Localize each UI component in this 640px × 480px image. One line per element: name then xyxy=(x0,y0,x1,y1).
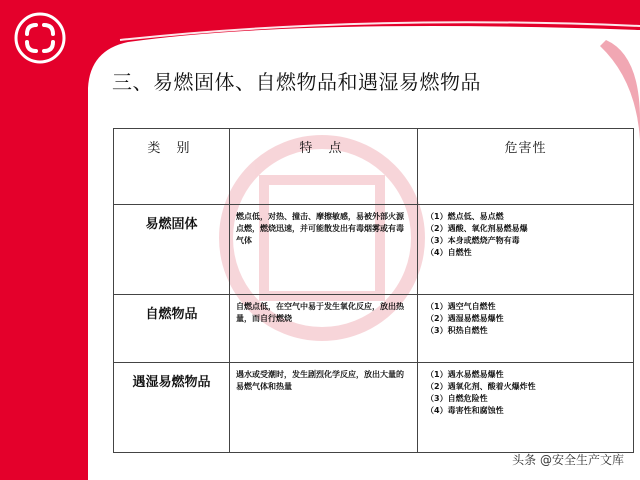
row-feature: 自燃点低，在空气中易于发生氧化反应，放出热量，而自行燃烧 xyxy=(230,295,418,363)
hazard-item: （1）燃点低、易点燃 xyxy=(426,212,504,221)
hazard-item: （2）遇湿易燃易爆性 xyxy=(426,314,504,323)
hazard-item: （3）本身或燃烧产物有毒 xyxy=(426,236,520,245)
hazard-item: （2）遇酸、氧化剂易燃易爆 xyxy=(426,224,528,233)
table-row xyxy=(114,205,634,295)
header-feature: 特 点 xyxy=(230,129,418,205)
row-hazards xyxy=(418,363,634,453)
hazard-item: （4）毒害性和腐蚀性 xyxy=(426,406,504,415)
hazard-item: （1）遇空气自燃性 xyxy=(426,302,496,311)
table-row xyxy=(114,295,634,363)
page-title: 三、易燃固体、自燃物品和遇湿易燃物品 xyxy=(112,70,481,94)
hazard-item: （4）自燃性 xyxy=(426,248,472,257)
hazard-item: （2）遇氧化剂、酸着火爆炸性 xyxy=(426,382,536,391)
header-category: 类 别 xyxy=(114,129,230,205)
row-feature: 燃点低，对热、撞击、摩擦敏感，易被外部火源点燃，燃烧迅速，并可能散发出有毒烟雾或有毒气体 xyxy=(230,205,418,295)
row-category: 易燃固体 xyxy=(114,205,230,295)
hazard-item: （1）遇水易燃易爆性 xyxy=(426,370,504,379)
row-category: 遇湿易燃物品 xyxy=(114,363,230,453)
hazard-table xyxy=(113,128,634,453)
row-hazards xyxy=(418,205,634,295)
hazard-item: （3）自燃危险性 xyxy=(426,394,488,403)
header-hazard: 危害性 xyxy=(418,129,634,205)
right-pink-stripe xyxy=(600,40,640,140)
row-hazards xyxy=(418,295,634,363)
table-header-row xyxy=(114,129,634,205)
footer-attribution: 头条 @安全生产文库 xyxy=(512,453,624,467)
table-row xyxy=(114,363,634,453)
hazard-item: （3）积热自燃性 xyxy=(426,326,488,335)
row-category: 自燃物品 xyxy=(114,295,230,363)
row-feature: 遇水或受潮时，发生剧烈化学反应，放出大量的易燃气体和热量 xyxy=(230,363,418,453)
